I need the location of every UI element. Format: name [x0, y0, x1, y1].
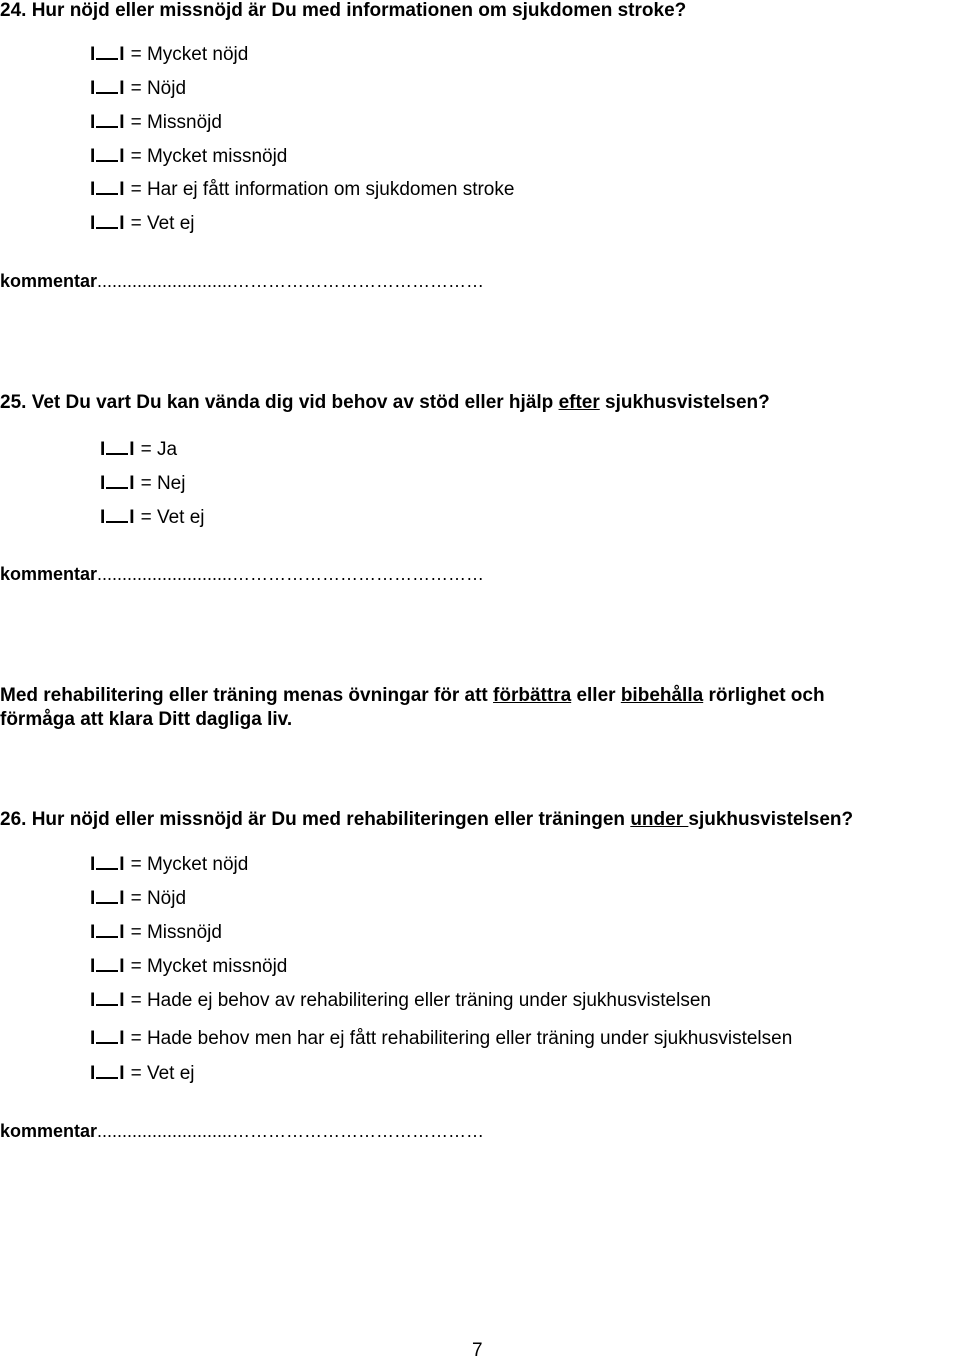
- q25-option-row[interactable]: I I = Vet ej: [100, 507, 205, 528]
- q26-option-row[interactable]: I I = Missnöjd: [90, 922, 222, 943]
- option-label: Nöjd: [146, 888, 187, 909]
- q24-option-row[interactable]: I I = Missnöjd: [90, 112, 222, 133]
- checkbox-box[interactable]: I I: [90, 179, 125, 200]
- option-label: Vet ej: [156, 507, 205, 528]
- checkbox-box[interactable]: I I: [90, 1028, 125, 1049]
- q26-comment[interactable]: [0, 1120, 484, 1142]
- q25-option-row[interactable]: I I = Nej: [100, 473, 186, 494]
- q25-option-row[interactable]: I I = Ja: [100, 439, 178, 460]
- q26-title: 26. Hur nöjd eller missnöjd är Du med rehabiliteringen eller träningen under sjukhusvistelsen?: [0, 809, 854, 830]
- checkbox-box[interactable]: I I: [100, 439, 135, 460]
- comment-label: kommentar: [0, 271, 98, 291]
- checkbox-box[interactable]: I I: [90, 44, 125, 65]
- option-label: Mycket nöjd: [146, 854, 249, 875]
- option-label: Ja: [156, 439, 178, 460]
- option-label: Vet ej: [146, 213, 195, 234]
- rehab-intro-line1: Med rehabilitering eller träning menas övningar för att förbättra eller bibehålla rörlighet och: [0, 685, 825, 706]
- comment-dots: ...........................……………………………………: [97, 564, 485, 584]
- comment-label: kommentar: [0, 1121, 98, 1141]
- q26-option-row[interactable]: I I = Hade ej behov av rehabilitering eller träning under sjukhusvistelsen: [90, 990, 711, 1011]
- option-label: Hade behov men har ej fått rehabilitering eller träning under sjukhusvistelsen: [146, 1028, 793, 1049]
- q24-option-row[interactable]: I I = Vet ej: [90, 213, 195, 234]
- checkbox-box[interactable]: I I: [90, 1063, 125, 1084]
- option-label: Hade ej behov av rehabilitering eller träning under sjukhusvistelsen: [146, 990, 711, 1011]
- q26-option-row[interactable]: I I = Mycket nöjd: [90, 854, 249, 875]
- q26-option-row[interactable]: I I = Mycket missnöjd: [90, 956, 288, 977]
- option-label: Mycket nöjd: [146, 44, 249, 65]
- comment-label: kommentar: [0, 564, 98, 584]
- checkbox-box[interactable]: I I: [90, 146, 125, 167]
- checkbox-box[interactable]: I I: [90, 922, 125, 943]
- comment-dots: ...........................……………………………………: [97, 1121, 485, 1141]
- option-label: Har ej fått information om sjukdomen stroke: [146, 179, 515, 200]
- option-label: Nöjd: [146, 78, 187, 99]
- checkbox-box[interactable]: I I: [90, 854, 125, 875]
- comment-dots: ...........................……………………………………: [97, 271, 485, 291]
- q25-comment[interactable]: [0, 563, 484, 585]
- q24-option-row[interactable]: I I = Mycket nöjd: [90, 44, 249, 65]
- checkbox-box[interactable]: I I: [100, 473, 135, 494]
- q26-option-row[interactable]: I I = Hade behov men har ej fått rehabilitering eller träning under sjukhusvistelsen: [90, 1028, 793, 1049]
- option-label: Nej: [156, 473, 186, 494]
- option-label: Mycket missnöjd: [146, 146, 288, 167]
- option-label: Mycket missnöjd: [146, 956, 288, 977]
- checkbox-box[interactable]: I I: [100, 507, 135, 528]
- checkbox-box[interactable]: I I: [90, 213, 125, 234]
- q26-option-row[interactable]: I I = Nöjd: [90, 888, 187, 909]
- q25-title: 25. Vet Du vart Du kan vända dig vid behov av stöd eller hjälp efter sjukhusvistelsen?: [0, 392, 770, 413]
- q26-option-row[interactable]: I I = Vet ej: [90, 1063, 195, 1084]
- q24-option-row[interactable]: I I = Mycket missnöjd: [90, 146, 288, 167]
- q24-title: 24. Hur nöjd eller missnöjd är Du med informationen om sjukdomen stroke?: [0, 0, 687, 21]
- option-label: Vet ej: [146, 1063, 195, 1084]
- checkbox-box[interactable]: I I: [90, 888, 125, 909]
- option-label: Missnöjd: [146, 922, 222, 943]
- checkbox-box[interactable]: I I: [90, 956, 125, 977]
- checkbox-box[interactable]: I I: [90, 990, 125, 1011]
- checkbox-box[interactable]: I I: [90, 112, 125, 133]
- rehab-intro-line2: förmåga att klara Ditt dagliga liv.: [0, 709, 293, 730]
- q24-comment[interactable]: [0, 270, 484, 292]
- page-number: 7: [472, 1340, 483, 1361]
- option-label: Missnöjd: [146, 112, 222, 133]
- q24-option-row[interactable]: I I = Nöjd: [90, 78, 187, 99]
- checkbox-box[interactable]: I I: [90, 78, 125, 99]
- q24-option-row[interactable]: I I = Har ej fått information om sjukdomen stroke: [90, 179, 515, 200]
